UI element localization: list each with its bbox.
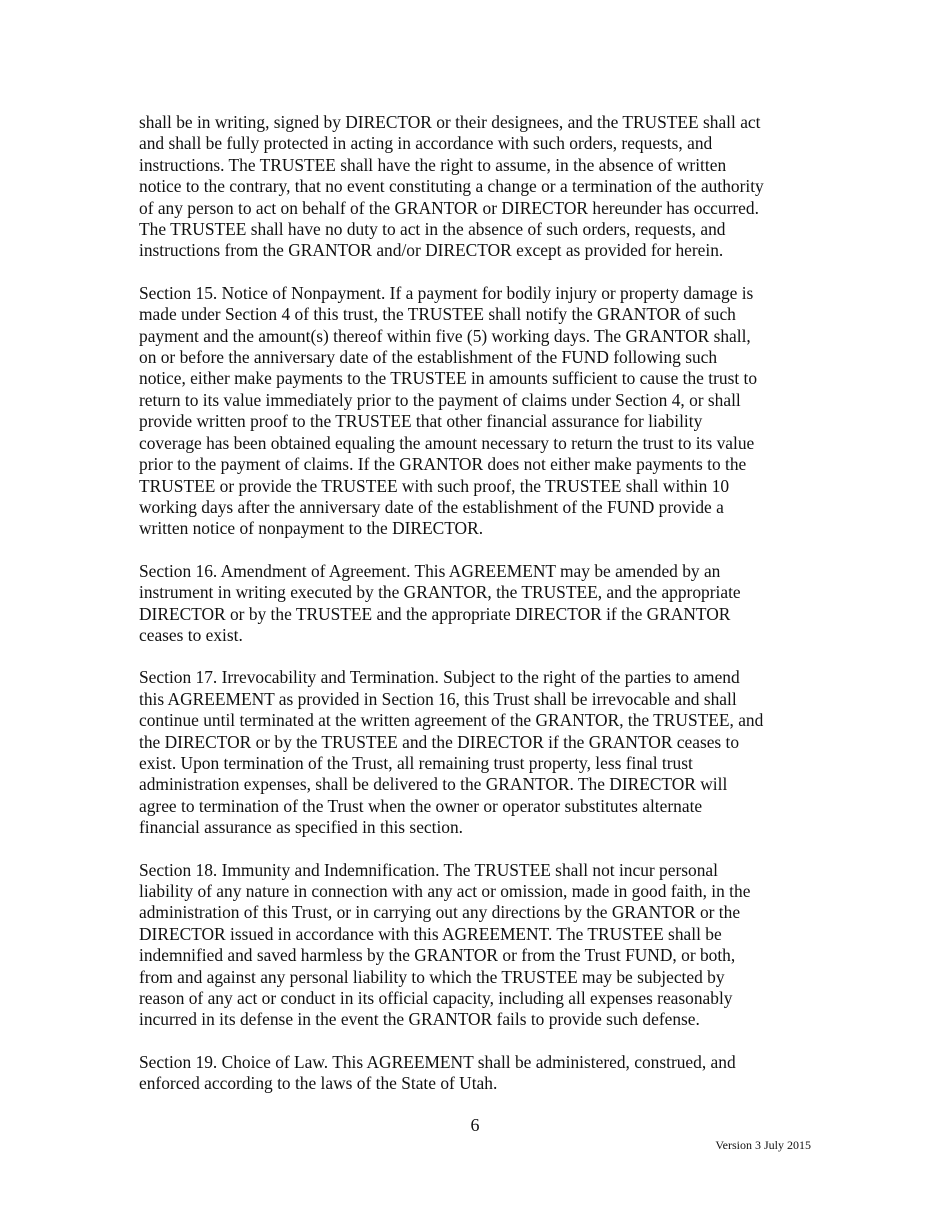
paragraph-section-18: Section 18. Immunity and Indemnification. The TRUSTEE shall not incur personal liability of any nature in connection with any act or omission, made in good faith, in the administration of this Trust, or in carrying out any directions by the GRANTOR or the DIRECTOR issued in accordance with this AGREEMENT. The TRUSTEE shall be indemnified and saved harmless by the GRANTOR or from the Trust FUND, or both, from and against any personal liability to which the TRUSTEE may be subjected by reason of any act or conduct in its official capacity, including all expenses reasonably incurred in its defense in the event the GRANTOR fails to provide such defense. [139,859,751,1030]
document-body [139,112,819,1116]
paragraph-section-16: Section 16. Amendment of Agreement. This AGREEMENT may be amended by an instrument in writing executed by the GRANTOR, the TRUSTEE, and the appropriate DIRECTOR or by the TRUSTEE and the appropriate DIRECTOR if the GRANTOR ceases to exist. [139,560,741,645]
paragraph-trustee-instructions: shall be in writing, signed by DIRECTOR or their designees, and the TRUSTEE shall act and shall be fully protected in acting in accordance with such orders, requests, and instructions. The TRUSTEE shall have the right to assume, in the absence of written notice to the contrary, that no event constituting a change or a termination of the authority of any person to act on behalf of the GRANTOR or DIRECTOR hereunder has occurred. The TRUSTEE shall have no duty to act in the absence of such orders, requests, and instructions from the GRANTOR and/or DIRECTOR except as provided for herein. [139,112,764,261]
page-number: 6 [470,1115,480,1135]
version-footer: Version 3 July 2015 [715,1138,811,1152]
paragraph-section-17: Section 17. Irrevocability and Termination. Subject to the right of the parties to amend this AGREEMENT as provided in Section 16, this Trust shall be irrevocable and shall continue until terminated at the written agreement of the GRANTOR, the TRUSTEE, and the DIRECTOR or by the TRUSTEE and the DIRECTOR if the GRANTOR ceases to exist. Upon termination of the Trust, all remaining trust property, less final trust administration expenses, shall be delivered to the GRANTOR. The DIRECTOR will agree to termination of the Trust when the owner or operator substitutes alternate financial assurance as specified in this section. [139,667,764,838]
paragraph-section-19: Section 19. Choice of Law. This AGREEMENT shall be administered, construed, and enforced according to the laws of the State of Utah. [139,1051,736,1094]
paragraph-section-15: Section 15. Notice of Nonpayment. If a payment for bodily injury or property damage is made under Section 4 of this trust, the TRUSTEE shall notify the GRANTOR of such payment and the amount(s) thereof within five (5) working days. The GRANTOR shall, on or before the anniversary date of the establishment of the FUND following such notice, either make payments to the TRUSTEE in amounts sufficient to cause the trust to return to its value immediately prior to the payment of claims under Section 4, or shall provide written proof to the TRUSTEE that other financial assurance for liability coverage has been obtained equaling the amount necessary to return the trust to its value prior to the payment of claims. If the GRANTOR does not either make payments to the TRUSTEE or provide the TRUSTEE with such proof, the TRUSTEE shall within 10 working days after the anniversary date of the establishment of the FUND provide a written notice of nonpayment to the DIRECTOR. [139,282,758,539]
